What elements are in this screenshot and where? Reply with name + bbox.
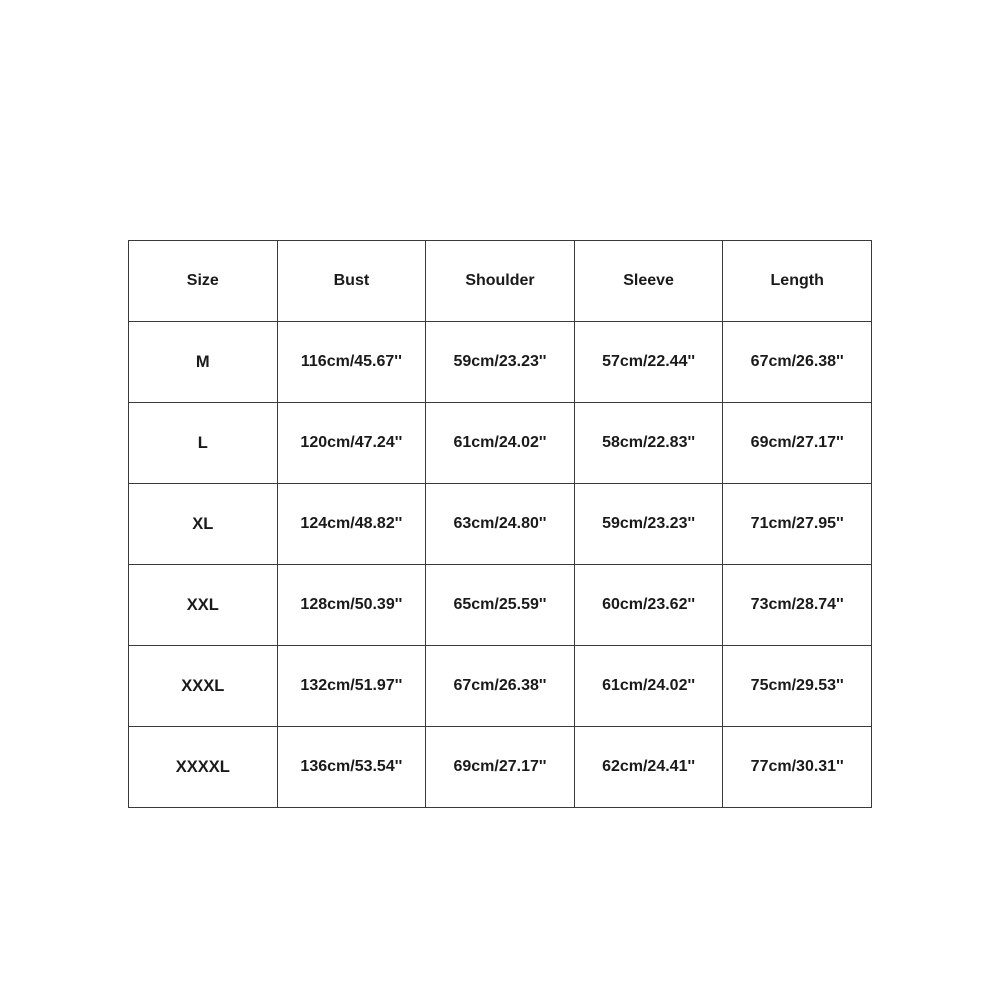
header-row <box>129 241 872 322</box>
header-length: Length <box>723 241 872 322</box>
shoulder-cell: 69cm/27.17'' <box>426 727 575 808</box>
length-cell: 73cm/28.74'' <box>723 565 872 646</box>
size-cell: L <box>129 403 278 484</box>
sleeve-cell: 61cm/24.02'' <box>574 646 723 727</box>
size-chart-table <box>128 240 872 808</box>
table-row <box>129 646 872 727</box>
length-cell: 69cm/27.17'' <box>723 403 872 484</box>
sleeve-cell: 60cm/23.62'' <box>574 565 723 646</box>
table-row <box>129 727 872 808</box>
shoulder-cell: 59cm/23.23'' <box>426 322 575 403</box>
table-row <box>129 484 872 565</box>
header-shoulder: Shoulder <box>426 241 575 322</box>
length-cell: 71cm/27.95'' <box>723 484 872 565</box>
header-bust: Bust <box>277 241 426 322</box>
length-cell: 67cm/26.38'' <box>723 322 872 403</box>
size-cell: M <box>129 322 278 403</box>
header-sleeve: Sleeve <box>574 241 723 322</box>
bust-cell: 124cm/48.82'' <box>277 484 426 565</box>
bust-cell: 132cm/51.97'' <box>277 646 426 727</box>
table-row <box>129 565 872 646</box>
shoulder-cell: 63cm/24.80'' <box>426 484 575 565</box>
sleeve-cell: 62cm/24.41'' <box>574 727 723 808</box>
shoulder-cell: 61cm/24.02'' <box>426 403 575 484</box>
size-cell: XXXXL <box>129 727 278 808</box>
bust-cell: 128cm/50.39'' <box>277 565 426 646</box>
table-row <box>129 322 872 403</box>
length-cell: 75cm/29.53'' <box>723 646 872 727</box>
size-cell: XXXL <box>129 646 278 727</box>
shoulder-cell: 65cm/25.59'' <box>426 565 575 646</box>
bust-cell: 136cm/53.54'' <box>277 727 426 808</box>
size-cell: XL <box>129 484 278 565</box>
table-row <box>129 403 872 484</box>
length-cell: 77cm/30.31'' <box>723 727 872 808</box>
shoulder-cell: 67cm/26.38'' <box>426 646 575 727</box>
sleeve-cell: 57cm/22.44'' <box>574 322 723 403</box>
bust-cell: 120cm/47.24'' <box>277 403 426 484</box>
sleeve-cell: 59cm/23.23'' <box>574 484 723 565</box>
size-cell: XXL <box>129 565 278 646</box>
header-size: Size <box>129 241 278 322</box>
sleeve-cell: 58cm/22.83'' <box>574 403 723 484</box>
bust-cell: 116cm/45.67'' <box>277 322 426 403</box>
